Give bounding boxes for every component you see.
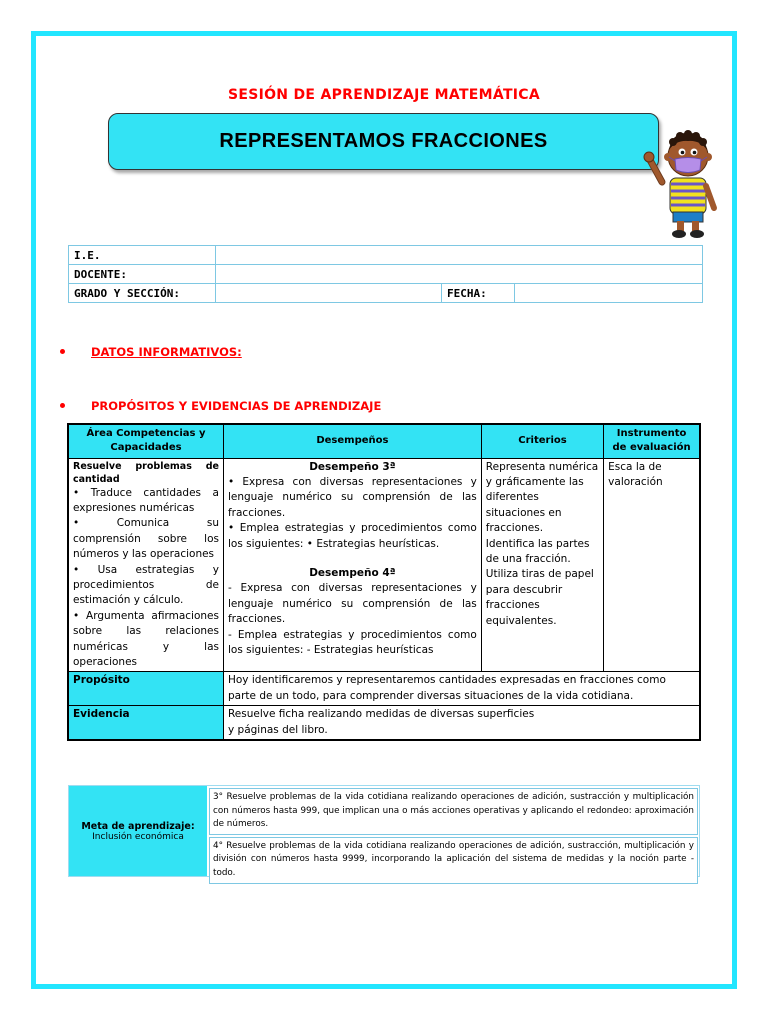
- capacidad-item: • Comunica su comprensión sobre los números y las operaciones: [73, 517, 219, 561]
- proposito-text: Hoy identificaremos y representaremos cantidades expresadas en fracciones como parte de un todo, para comprender diversas situaciones de la vida cotidiana.: [223, 672, 700, 706]
- grado-label: GRADO Y SECCIÓN:: [69, 284, 216, 303]
- criterio-item: Representa numérica y gráficamente las diferentes situaciones en fracciones.: [485, 460, 599, 535]
- section-datos-label: DATOS INFORMATIVOS:: [91, 345, 242, 359]
- meta-aprendizaje-table: [68, 785, 700, 877]
- meta-items: [209, 788, 698, 884]
- bullet-icon: [60, 403, 65, 408]
- meta-item-4: 4° Resuelve problemas de la vida cotidiana realizando operaciones de adición, sustracción, multiplicación y división con números hasta 9999, incorporando la aplicación del sistema de medidas y la noción parte - todo.: [209, 837, 698, 884]
- criterio-item: Identifica las partes de una fracción.: [485, 537, 590, 565]
- grado-field[interactable]: [216, 284, 442, 303]
- title-banner: [108, 113, 659, 170]
- bullet-icon: [60, 349, 65, 354]
- capacidad-item: • Argumenta afirmaciones sobre las relaciones numéricas y las operaciones: [73, 609, 219, 668]
- meta-label: Meta de aprendizaje:: [81, 820, 195, 832]
- capacidad-item: • Usa estrategias y procedimientos de estimación y cálculo.: [73, 563, 219, 607]
- header-criterios: Criterios: [481, 424, 603, 458]
- desempeno4-item: - Emplea estrategias y procedimientos como los siguientes: - Estrategias heurísticas: [227, 628, 477, 656]
- evidencia-line: y páginas del libro.: [227, 723, 328, 736]
- waving-kid-illustration: [642, 120, 732, 240]
- fecha-field[interactable]: [515, 284, 703, 303]
- meta-sublabel: Inclusión económica: [92, 831, 184, 842]
- ie-label: I.E.: [69, 246, 216, 265]
- header-instrumento: Instrumento de evaluación: [604, 424, 700, 458]
- desempenos-cell: [223, 458, 481, 672]
- desempeno4-item: - Expresa con diversas representaciones y lenguaje numérico su comprensión de las fracciones.: [227, 582, 477, 626]
- header-desempenos: Desempeños: [223, 424, 481, 458]
- page-title: REPRESENTAMOS FRACCIONES: [219, 130, 548, 152]
- docente-label: DOCENTE:: [69, 265, 216, 284]
- info-table: [68, 245, 703, 303]
- competencia-title: Resuelve problemas de cantidad: [73, 460, 219, 485]
- criterios-cell: [481, 458, 603, 672]
- meta-label-cell: [69, 786, 207, 876]
- capacidad-item: • Traduce cantidades a expresiones numéricas: [73, 486, 219, 514]
- desempeno3-item: • Emplea estrategias y procedimientos como los siguientes: • Estrategias heurísticas.: [227, 522, 477, 550]
- docente-field[interactable]: [216, 265, 703, 284]
- header-area: Área Competencias y Capacidades: [68, 424, 223, 458]
- proposito-label: Propósito: [68, 672, 223, 706]
- competencias-table: [67, 423, 701, 741]
- desempeno3-title: Desempeño 3ª: [309, 460, 396, 473]
- instrumento-cell: Esca la de valoración: [604, 458, 700, 672]
- desempeno3-item: • Expresa con diversas representaciones y lenguaje numérico su comprensión de las fracciones.: [227, 475, 477, 519]
- capacidades-cell: [68, 458, 223, 672]
- evidencia-line: Resuelve ficha realizando medidas de diversas superficies: [227, 708, 535, 721]
- meta-item-3: 3° Resuelve problemas de la vida cotidiana realizando operaciones de adición, sustracción y multiplicación con números hasta 999, que implican una o más acciones operativas y aplicando el redondeo: aproximación de números.: [209, 788, 698, 835]
- desempeno4-title: Desempeño 4ª: [309, 566, 396, 579]
- evidencia-cell: [223, 706, 700, 740]
- evidencia-label: Evidencia: [68, 706, 223, 740]
- ie-field[interactable]: [216, 246, 703, 265]
- session-supertitle: SESIÓN DE APRENDIZAJE MATEMÁTICA: [227, 87, 541, 103]
- fecha-label: FECHA:: [442, 284, 515, 303]
- section-propositos-label: PROPÓSITOS Y EVIDENCIAS DE APRENDIZAJE: [91, 399, 382, 413]
- criterio-item: Utiliza tiras de papel para descubrir fracciones equivalentes.: [485, 568, 594, 627]
